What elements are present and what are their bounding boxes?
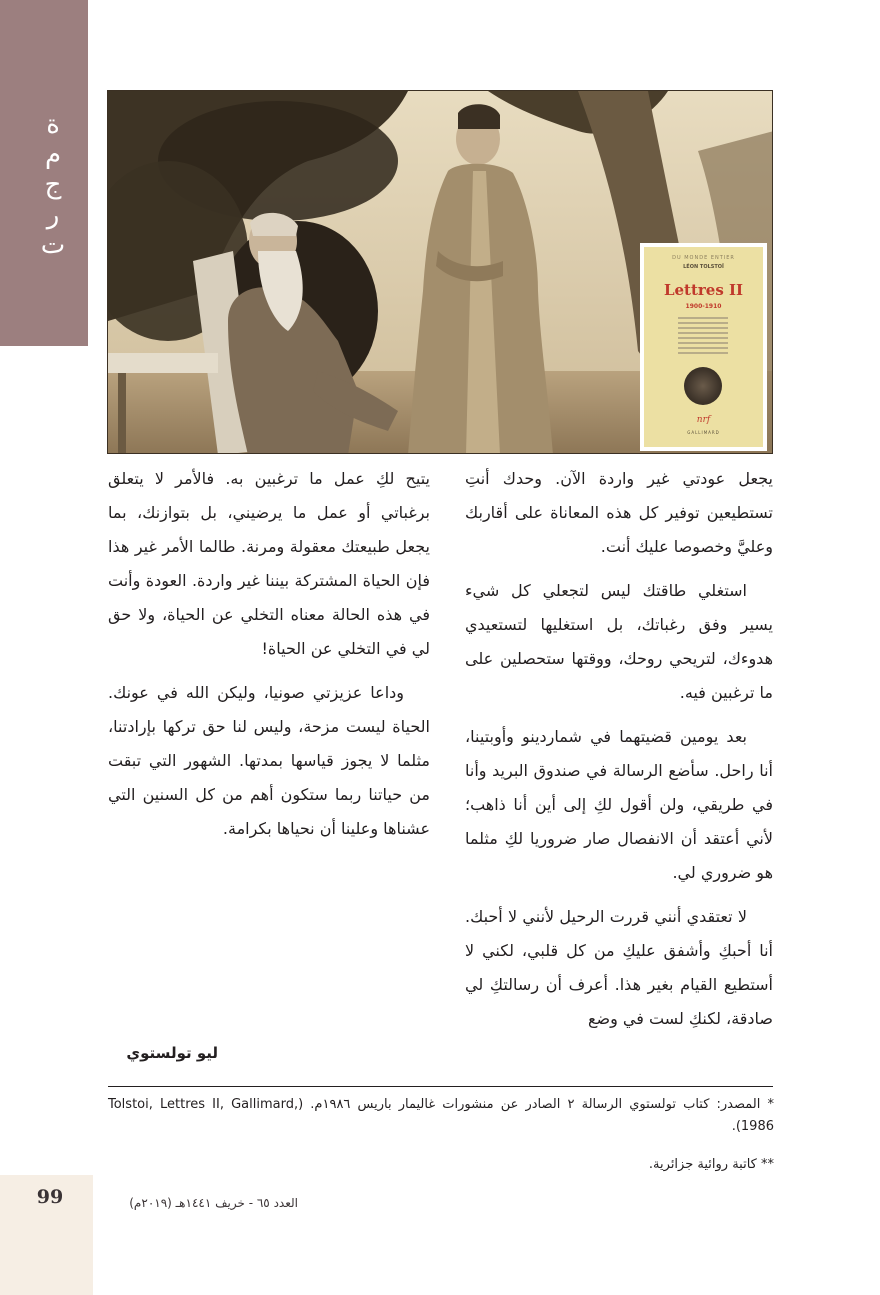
left-text-column bbox=[108, 462, 430, 856]
right-text-column bbox=[465, 462, 773, 1046]
paragraph: استغلي طاقتك ليس لتجعلي كل شيء يسير وفق رغباتك، بل استغليها لتستعيدي هدوءك، لتريحي روحك، ووقتها ستحصلين على ما ترغبين فيه. bbox=[465, 581, 773, 702]
footnote-source: * المصدر: كتاب تولستوي الرسالة ٢ الصادر عن منشورات غاليمار باريس ١٩٨٦م. (Tolstoi, Lettres II, Gallimard, 1986). bbox=[108, 1097, 774, 1134]
book-title: Lettres II bbox=[663, 281, 744, 299]
paragraph: يجعل عودتي غير واردة الآن. وحدك أنتِ تستطيعين توفير كل هذه المعاناة على أقاربك وعليَّ وخصوصا عليك أنت. bbox=[465, 469, 773, 556]
book-publisher: GALLIMARD bbox=[687, 430, 720, 435]
author-signature: ليو تولستوي bbox=[126, 1044, 218, 1062]
book-author: LÉON TOLSTOÏ bbox=[683, 264, 724, 270]
paragraph: بعد يومين قضيتهما في شماردينو وأوبتينا، أنا راحل. سأضع الرسالة في صندوق البريد وأنا في طريقي، ولن أقول لكِ إلى أين أنا ذاهب؛ لأني أعتقد أن الانفصال صار ضروريا لكِ مثلما هو ضروري لي. bbox=[465, 727, 773, 882]
paragraph: وداعا عزيزتي صونيا، وليكن الله في عونك. الحياة ليست مزحة، وليس لنا حق تركها بإرادتنا، مثلما لا يجوز قياسها بمدتها. الشهور التي تبقت من حياتنا ربما ستكون أهم من كل السنين التي عشناها وعلينا أن نحياها بكرامة. bbox=[108, 683, 430, 838]
paragraph: يتيح لكِ عمل ما ترغبين به. فالأمر لا يتعلق برغباتي أو عمل ما يرضيني، بل بتوازنك، بما يجعل طبيعتك معقولة ومرنة. طالما الأمر غير هذا فإن الحياة المشتركة بيننا غير واردة. العودة وأنت في هذه الحالة معناه التخلي عن الحياة، ولا حق لي في التخلي عن الحياة! bbox=[108, 469, 430, 658]
book-seal-emblem bbox=[684, 367, 722, 405]
section-label: ترجمة bbox=[38, 110, 68, 260]
section-tab bbox=[0, 0, 88, 346]
page-number: 99 bbox=[36, 1186, 64, 1208]
paragraph: لا تعتقدي أنني قررت الرحيل لأنني لا أحبك. أنا أحبكِ وأشفق عليكِ من كل قلبي، لكني لا أستطيع القيام بغير هذا. أعرف أن رسالتكِ لي صادقة، لكنكِ لست في وضع bbox=[465, 907, 773, 1028]
book-text-lines bbox=[678, 317, 728, 357]
book-cover bbox=[640, 243, 767, 451]
footnote-translator: ** كاتبة روائية جزائرية. bbox=[648, 1157, 774, 1172]
issue-info: العدد ٦٥ - خريف ١٤٤١هـ (٢٠١٩م) bbox=[129, 1196, 298, 1210]
book-collection: DU MONDE ENTIER bbox=[672, 255, 735, 261]
footnote-divider bbox=[108, 1086, 773, 1087]
book-imprint: nrf bbox=[696, 415, 711, 425]
book-years: 1900-1910 bbox=[685, 303, 722, 310]
